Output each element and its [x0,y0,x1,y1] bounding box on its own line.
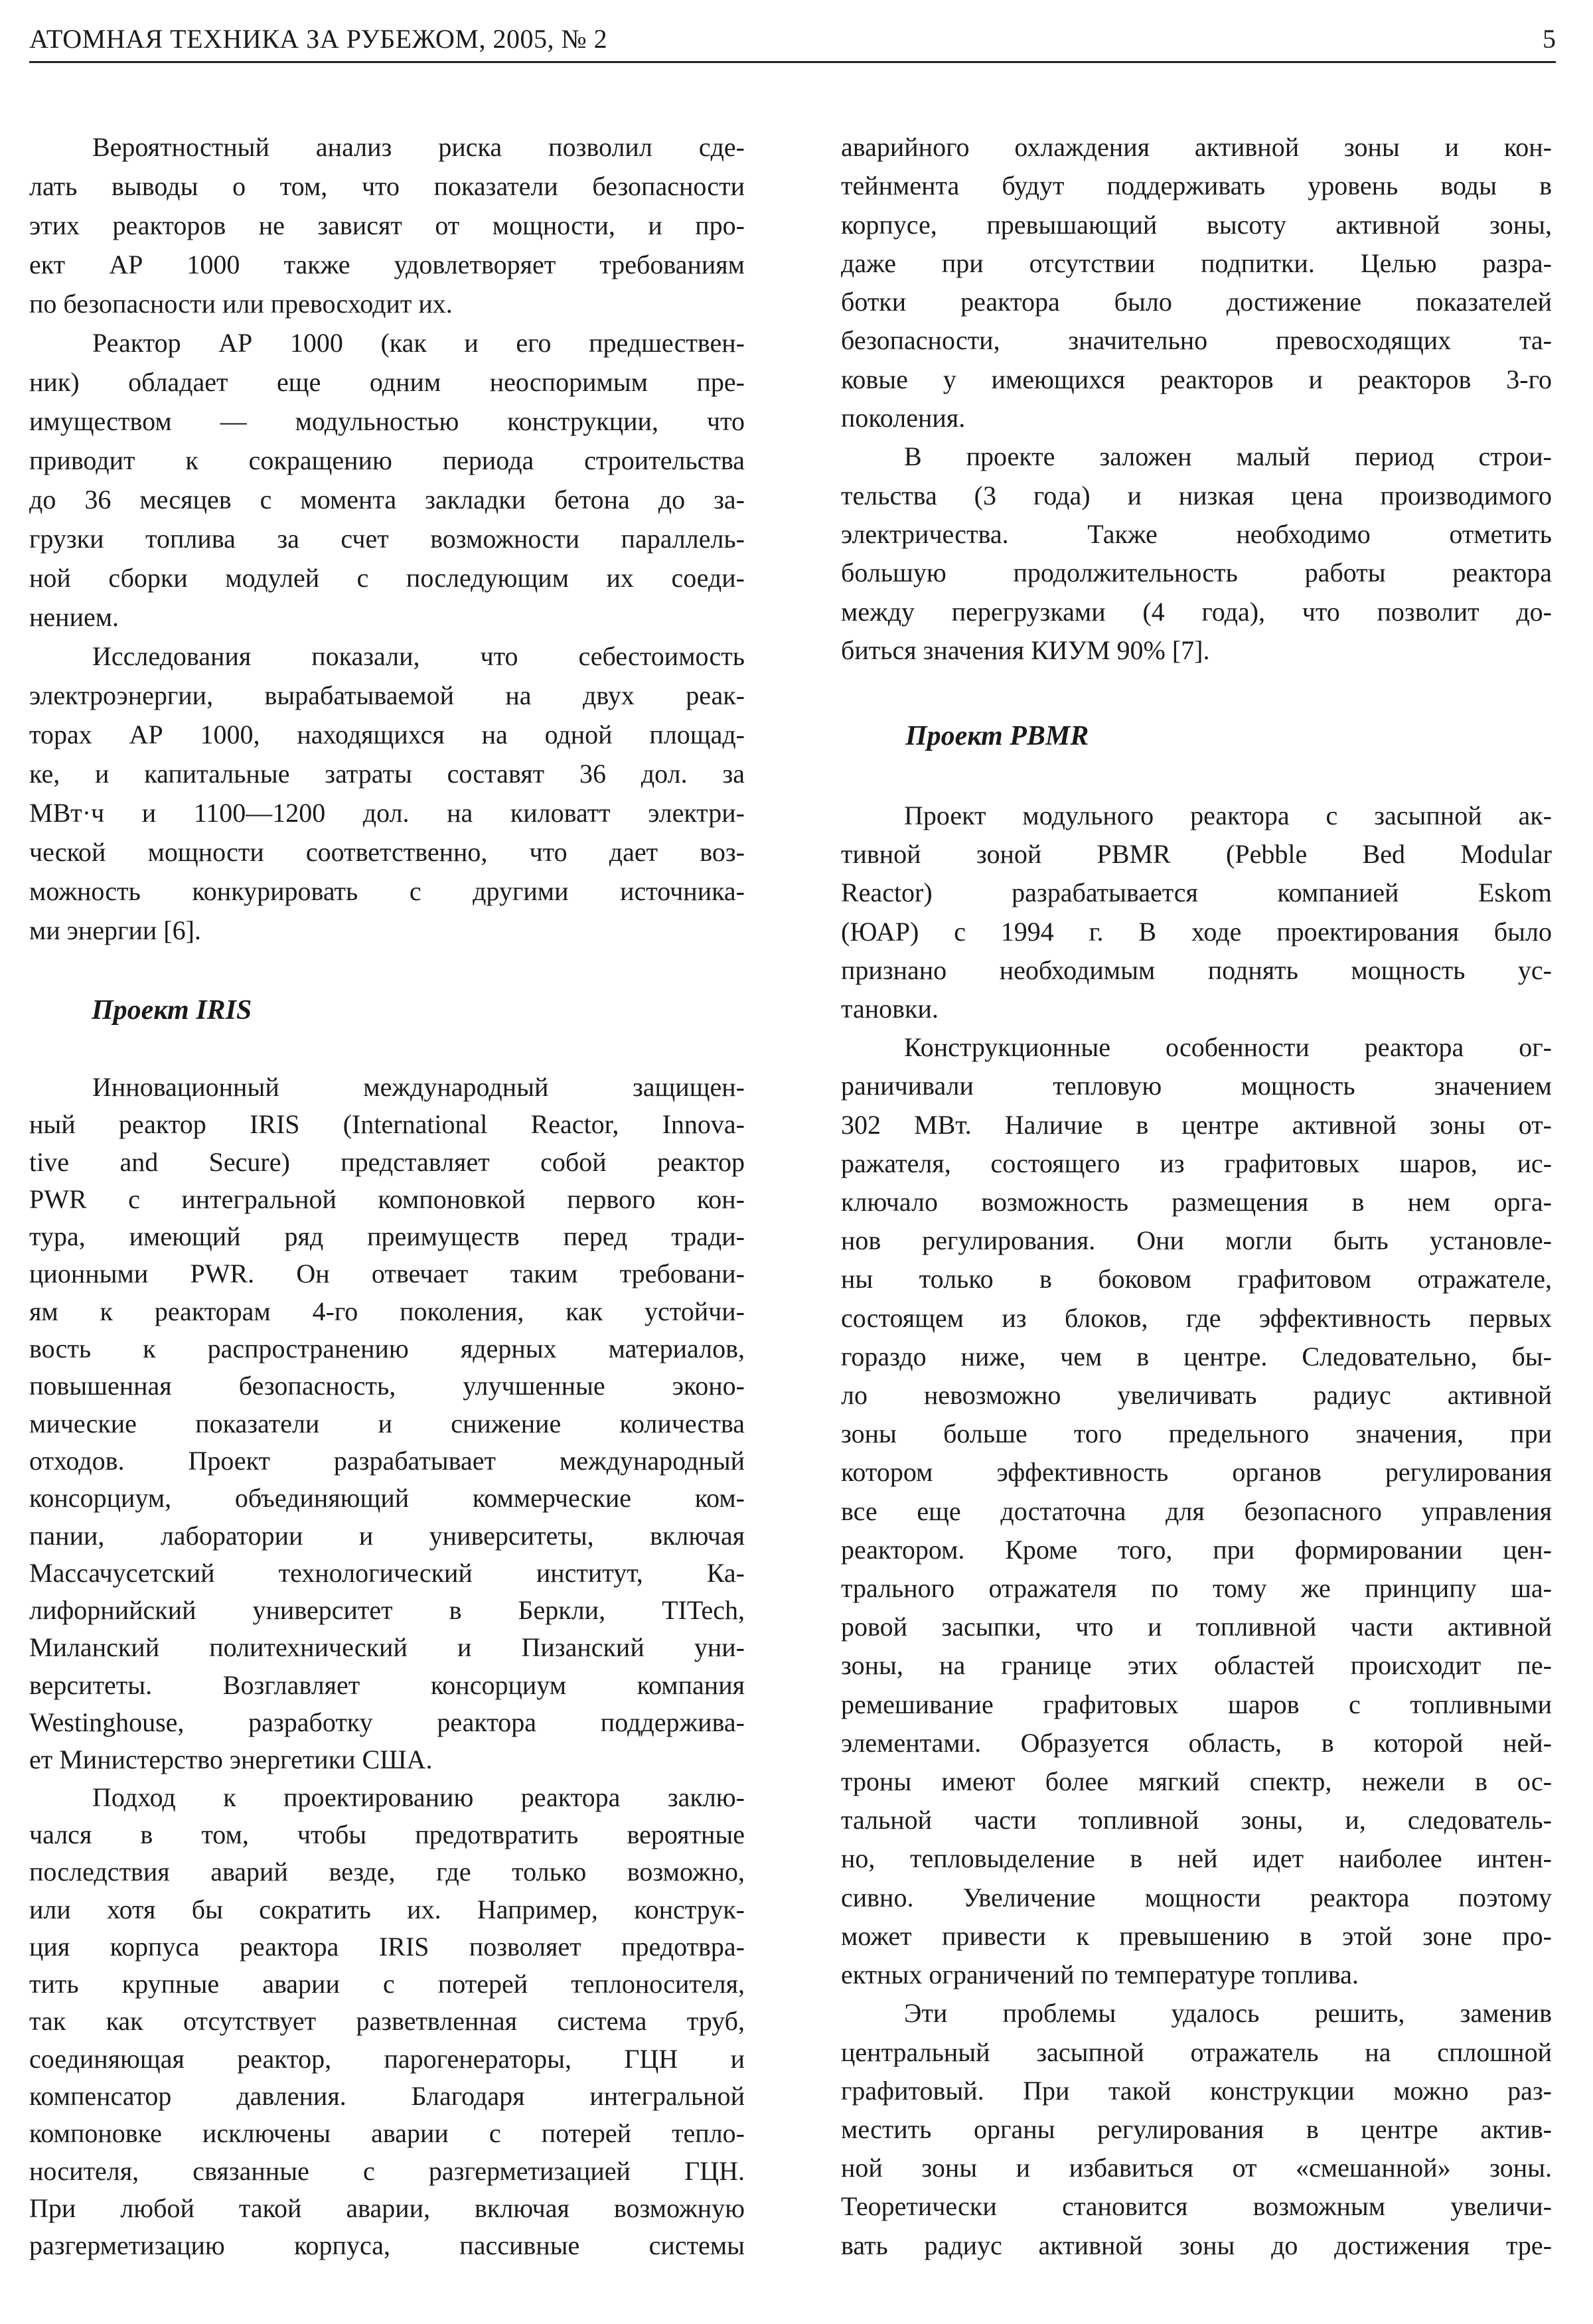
text-line: 302 МВт. Наличие в центре активной зоны от- [841,1109,1552,1140]
text-line: ект АР 1000 также удовлетворяет требованиям [29,250,745,279]
text-line: ражателя, состоящего из графитовых шаров, ис- [841,1148,1552,1178]
paragraph [841,437,1552,670]
paragraph [29,323,745,637]
paragraph [29,1779,745,2265]
text-line: Реактор АР 1000 (как и его предшествен- [92,328,745,358]
text-line: элементами. Образуется область, в которой ней- [841,1727,1552,1758]
paragraph [841,1028,1552,1994]
text-line: большую продолжительность работы реактора [841,558,1552,588]
text-line: тить крупные аварии с потерей теплоносителя, [29,1969,745,1999]
text-line: отходов. Проект разрабатывает международный [29,1445,745,1476]
text-line: Reactor) разрабатывается компанией Eskom [841,878,1552,908]
right-column-text-block-1 [841,128,1552,670]
text-line: ческой мощности соответственно, что дает воз- [29,837,745,867]
text-line: имуществом — модульностью конструкции, что [29,406,745,436]
left-column-text-block-1 [29,127,745,950]
text-line: ной сборки модулей с последующим их соеди- [29,563,745,593]
text-line: Вероятностный анализ риска позволил сде- [92,132,745,162]
text-line: графитовый. При такой конструкции можно раз- [841,2075,1552,2106]
text-line: tive and Secure) представляет собой реактор [29,1146,745,1177]
text-line: нением. [29,602,119,632]
text-line: приводит к сокращению периода строительства [29,445,745,475]
text-line: ной зоны и избавиться от «смешанной» зоны. [841,2153,1552,2183]
paragraph [29,637,745,950]
text-line: Westinghouse, разработку реактора поддержива- [29,1707,745,1738]
text-line: тановки. [841,994,939,1024]
section-heading-iris: Проект IRIS [92,995,252,1026]
text-line: лифорнийский университет в Беркли, TITech, [29,1595,745,1626]
text-line: или хотя бы сократить их. Например, конструк- [29,1894,745,1924]
text-line: ремешивание графитовых шаров с топливными [841,1689,1552,1719]
text-line: ке, и капитальные затраты составят 36 дол. за [29,759,745,789]
text-line: зоны больше того предельного значения, при [841,1419,1552,1449]
text-line: можность конкурировать с другими источника- [29,876,745,906]
text-line: соединяющая реактор, парогенераторы, ГЦН и [29,2043,745,2074]
page-number: 5 [1543,24,1556,54]
text-line: электроэнергии, вырабатываемой на двух реак- [29,680,745,710]
text-line: этих реакторов не зависят от мощности, и про- [29,210,745,240]
text-line: корпусе, превышающий высоту активной зоны, [841,209,1552,240]
paragraph [841,797,1552,1028]
text-line: тальной части топливной зоны, и, следователь- [841,1805,1552,1835]
text-line: ло невозможно увеличивать радиус активной [841,1380,1552,1411]
text-line: пании, лаборатории и университеты, включая [29,1520,745,1551]
text-line: троны имеют более мягкий спектр, нежели в ос- [841,1766,1552,1797]
text-line: (ЮАР) с 1994 г. В ходе проектирования было [841,916,1552,947]
text-line: раничивали тепловую мощность значением [841,1071,1552,1101]
text-line: ны только в боковом графитовом отражателе, [841,1264,1552,1294]
text-line: может привести к превышению в этой зоне про- [841,1920,1552,1951]
text-line: Конструкционные особенности реактора ог- [904,1032,1552,1063]
text-line: между перегрузками (4 года), что позволит до- [841,596,1552,627]
text-line: ям к реакторам 4-го поколения, как устойчи- [29,1296,745,1326]
text-line: гораздо ниже, чем в центре. Следовательно, бы- [841,1341,1552,1371]
text-line: Проект модульного реактора с засыпной ак- [904,801,1552,830]
text-line: все еще достаточна для безопасного управления [841,1496,1552,1526]
text-line: Исследования показали, что себестоимость [92,641,745,671]
text-line: ковые у имеющихся реакторов и реакторов 3-го [841,364,1552,394]
text-line: лать выводы о том, что показатели безопасности [29,171,745,201]
text-line: чался в том, чтобы предотвратить вероятные [29,1819,745,1849]
text-line: ми энергии [6]. [29,915,201,945]
text-line: аварийного охлаждения активной зоны и кон- [841,132,1552,162]
running-header [29,23,1556,56]
text-line: признано необходимым поднять мощность ус- [841,955,1552,985]
paragraph [841,1994,1552,2264]
text-line: трального отражателя по тому же принципу ша- [841,1573,1552,1604]
text-line: тейнмента будут поддерживать уровень воды в [841,171,1552,201]
text-line: носителя, связанные с разгерметизацией ГЦН. [29,2155,745,2186]
text-line: тивной зоной PBMR (Pebble Bed Modular [841,839,1552,870]
text-line: компенсатор давления. Благодаря интегральной [29,2081,745,2112]
text-line: Эти проблемы удалось решить, заменив [904,1998,1552,2029]
text-line: сивно. Увеличение мощности реактора поэтому [841,1882,1552,1912]
text-line: торах АР 1000, находящихся на одной площад- [29,720,745,749]
text-line: вать радиус активной зоны до достижения тре- [841,2230,1552,2260]
text-line: ровой засыпки, что и топливной части активной [841,1612,1552,1642]
paragraph [841,128,1552,437]
text-line: центральный засыпной отражатель на сплошной [841,2037,1552,2067]
text-line: последствия аварий везде, где только возможно, [29,1857,745,1887]
text-line: При любой такой аварии, включая возможную [29,2193,745,2223]
text-line: разгерметизацию корпуса, пассивные системы [29,2230,745,2261]
text-line: ник) обладает еще одним неоспоримым пре- [29,367,745,397]
text-line: В проекте заложен малый период строи- [904,441,1552,472]
text-line: МВт·ч и 1100—1200 дол. на киловатт электри- [29,798,745,828]
text-line: биться значения КИУМ 90% [7]. [841,635,1210,665]
paragraph [29,1069,745,1779]
text-line: ектных ограничений по температуре топлива. [841,1960,1359,1990]
text-line: тельства (3 года) и низкая цена производимого [841,480,1552,510]
text-line: до 36 месяцев с момента закладки бетона до за- [29,485,745,514]
text-line: консорциум, объединяющий коммерческие ком- [29,1483,745,1513]
text-line: поколения. [841,403,966,433]
text-line: безопасности, значительно превосходящих та- [841,325,1552,356]
text-line: ция корпуса реактора IRIS позволяет предотвра- [29,1931,745,1962]
text-line: компоновке исключены аварии с потерей тепло- [29,2118,745,2149]
text-line: PWR с интегральной компоновкой первого кон- [29,1184,745,1214]
text-line: ботки реактора было достижение показателей [841,287,1552,317]
text-line: котором эффективность органов регулирования [841,1457,1552,1488]
text-line: вость к распространению ядерных материалов, [29,1334,745,1364]
text-line: ет Министерство энергетики США. [29,1744,433,1775]
text-line: по безопасности или превосходит их. [29,289,453,319]
text-line: грузки топлива за счет возможности параллель- [29,524,745,554]
text-line: Миланский политехнический и Пизанский уни- [29,1632,745,1663]
text-line: Массачусетский технологический институт, Ка- [29,1557,745,1588]
text-line: реактором. Кроме того, при формировании цен- [841,1534,1552,1565]
text-line: местить органы регулирования в центре актив- [841,2114,1552,2144]
text-line: ный реактор IRIS (International Reactor, Innova- [29,1109,745,1140]
left-column-text-block-2 [29,1069,745,2265]
text-line: ключало возможность размещения в нем орга- [841,1187,1552,1217]
journal-title: АТОМНАЯ ТЕХНИКА ЗА РУБЕЖОМ, 2005, № 2 [29,24,608,54]
text-line: ционными PWR. Он отвечает таким требовани- [29,1259,745,1289]
text-line: Инновационный международный защищен- [92,1072,745,1102]
text-line: состоящем из блоков, где эффективность первых [841,1302,1552,1333]
text-line: электричества. Также необходимо отметить [841,518,1552,549]
text-line: тура, имеющий ряд преимуществ перед тради- [29,1221,745,1252]
paragraph [29,127,745,323]
text-line: Теоретически становится возможным увеличи- [841,2191,1552,2222]
right-column-text-block-2 [841,797,1552,2265]
text-line: но, тепловыделение в ней идет наиболее интен- [841,1843,1552,1874]
header-rule [29,61,1556,63]
text-line: верситеты. Возглавляет консорциум компания [29,1669,745,1700]
text-line: повышенная безопасность, улучшенные эконо- [29,1371,745,1401]
text-line: Подход к проектированию реактора заклю- [92,1782,745,1812]
text-line: так как отсутствует разветвленная система труб, [29,2006,745,2037]
section-heading-pbmr: Проект PBMR [905,721,1089,751]
text-line: нов регулирования. Они могли быть установле- [841,1225,1552,1256]
text-line: зоны, на границе этих областей происходит пе- [841,1650,1552,1681]
text-line: даже при отсутствии подпитки. Целью разра- [841,248,1552,278]
text-line: мические показатели и снижение количества [29,1408,745,1438]
